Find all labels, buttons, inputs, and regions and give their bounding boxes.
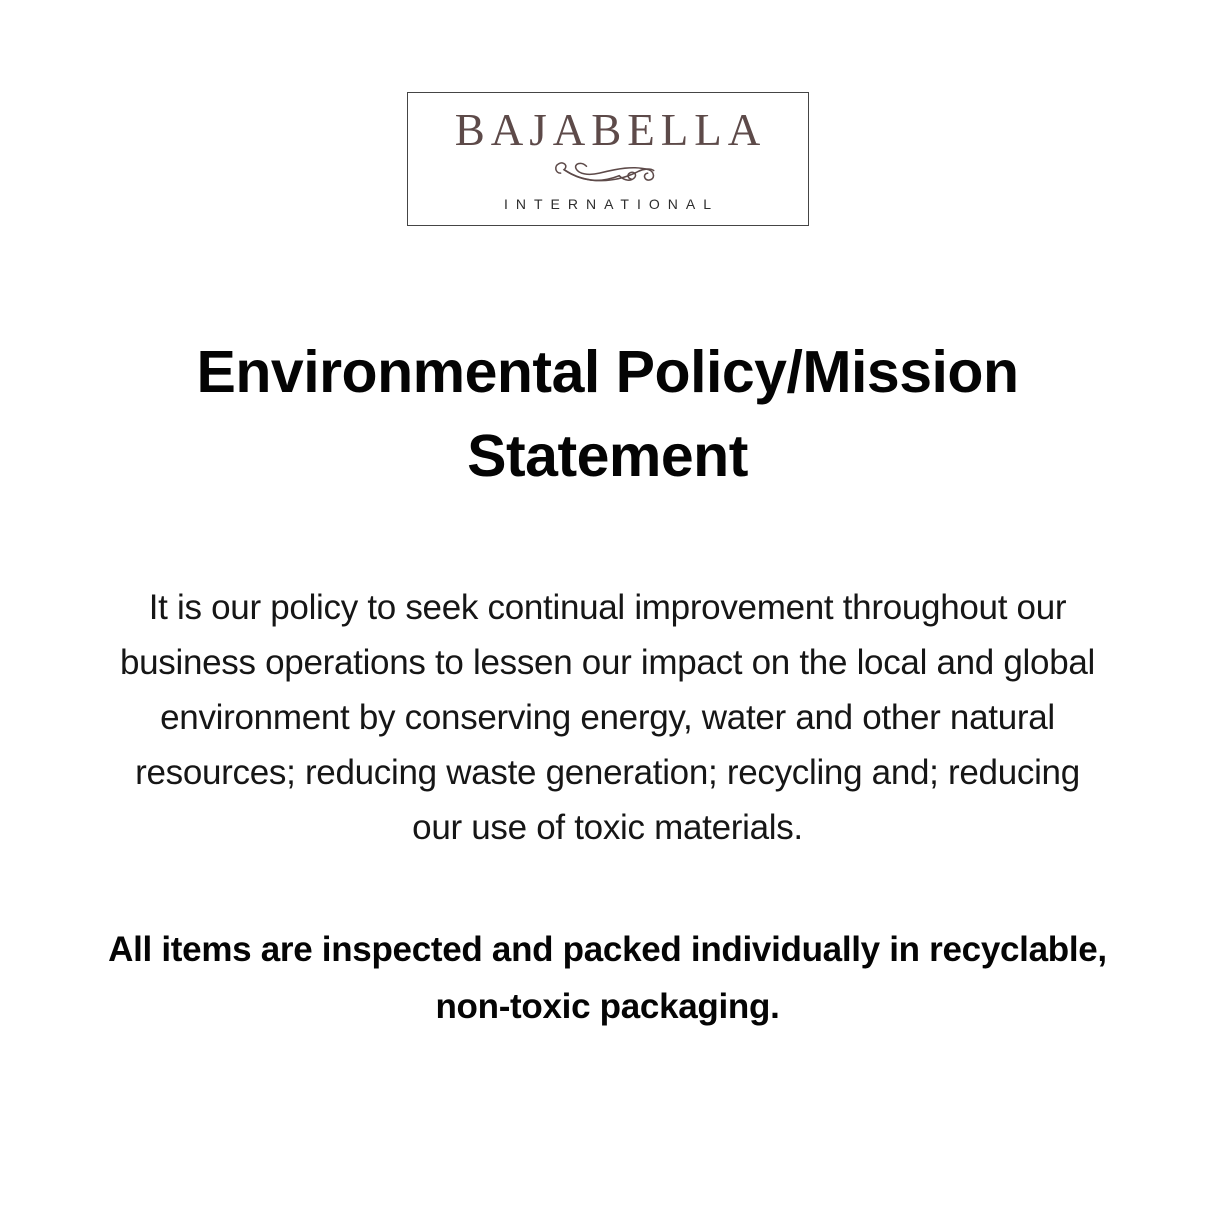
brand-subtitle: INTERNATIONAL bbox=[504, 195, 719, 212]
logo-box bbox=[407, 92, 809, 226]
packaging-note: All items are inspected and packed individually in recyclable, non-toxic packaging. bbox=[108, 930, 1107, 1026]
brand-name: BAJABELLA bbox=[454, 104, 767, 155]
flourish-icon bbox=[552, 158, 664, 190]
policy-paragraph: It is our policy to seek continual improvement throughout our business operations to lessen our impact on the local and global environment by conserving energy, water and other natural resources; reducing waste generation; recycling and; reducing our use of toxic materials. bbox=[119, 588, 1096, 847]
page-title: Environmental Policy/Mission Statement bbox=[196, 339, 1019, 489]
